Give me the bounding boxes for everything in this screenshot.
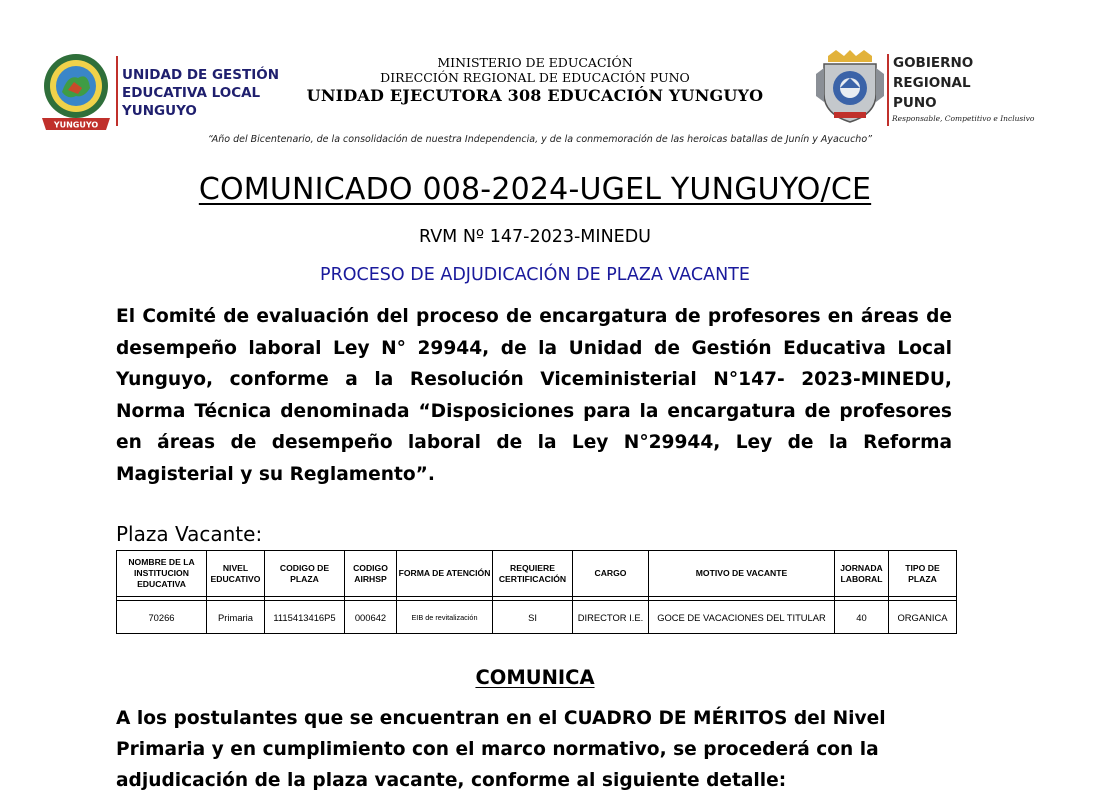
table-header-row [117, 551, 957, 597]
gobierno-regional-puno-logo [814, 48, 886, 124]
comunica-heading: COMUNICA [475, 666, 595, 689]
ugel-name [122, 66, 279, 120]
table-cell-work-hours: 40 [835, 601, 889, 634]
plaza-vacante-heading: Plaza Vacante: [116, 522, 263, 546]
table-header-cell: CARGO [573, 551, 649, 597]
ministry-line-3: UNIDAD EJECUTORA 308 EDUCACIÓN YUNGUYO [306, 86, 764, 105]
vacancy-table [116, 550, 957, 634]
ugel-name-line-1: UNIDAD DE GESTIÓN [122, 67, 280, 83]
table-header-cell: NOMBRE DE LA INSTITUCION EDUCATIVA [117, 551, 207, 597]
gobierno-regional-name [893, 53, 973, 113]
table-header-cell: MOTIVO DE VACANTE [649, 551, 835, 597]
table-header-cell: TIPO DE PLAZA [889, 551, 957, 597]
process-title: PROCESO DE ADJUDICACIÓN DE PLAZA VACANTE [320, 265, 750, 285]
table-cell-plaza-type: ORGANICA [889, 601, 957, 634]
ugel-name-line-2: EDUCATIVA LOCAL [122, 85, 261, 101]
communique-title: COMUNICADO 008-2024-UGEL YUNGUYO/CE [198, 172, 872, 207]
table-cell-attention-form: EIB de revitalización [397, 601, 493, 634]
table-header-cell: FORMA DE ATENCIÓN [397, 551, 493, 597]
ugel-name-line-3: YUNGUYO [122, 103, 197, 119]
table-cell-vacancy-reason: GOCE DE VACACIONES DEL TITULAR [649, 601, 835, 634]
intro-paragraph: El Comité de evaluación del proceso de encargatura de profesores en áreas de desempeño laboral Ley N° 29944, de la Unidad de Gestión Educativa Local Yunguyo, conforme a la Resolución Viceministerial N°147- 2023-MINEDU, Norma Técnica denominada “Disposiciones para la encargatura de profesores en áreas de desempeño laboral de la Ley N°29944, Ley de la Reforma Magisterial y su Reglamento”. [116, 306, 952, 485]
table-header-cell: CODIGO DE PLAZA [265, 551, 345, 597]
gobierno-slogan: Responsable, Competitivo e Inclusivo [892, 114, 1035, 123]
ministry-header [290, 55, 780, 107]
table-header-cell: JORNADA LABORAL [835, 551, 889, 597]
table-header-cell: REQUIERE CERTIFICACIÓN [493, 551, 573, 597]
ugel-yunguyo-logo [38, 52, 114, 132]
ministry-line-2: DIRECCIÓN REGIONAL DE EDUCACIÓN PUNO [380, 70, 690, 85]
table-cell-certification: SI [493, 601, 573, 634]
gobierno-line-3: PUNO [893, 95, 937, 111]
table-cell-plaza-code: 1115413416P5 [265, 601, 345, 634]
ugel-logo-lettering: YUNGUYO [53, 120, 99, 130]
rvm-reference: RVM Nº 147-2023-MINEDU [419, 227, 651, 247]
table-cell-position: DIRECTOR I.E. [573, 601, 649, 634]
table-cell-airhsp-code: 000642 [345, 601, 397, 634]
year-motto: “Año del Bicentenario, de la consolidación de nuestra Independencia, y de la conmemoración de las heroicas batallas de Junín y Ayacucho” [207, 134, 873, 145]
table-row [117, 601, 957, 634]
gobierno-line-1: GOBIERNO [893, 55, 974, 71]
table-cell-level: Primaria [207, 601, 265, 634]
ministry-line-1: MINISTERIO DE EDUCACIÓN [437, 55, 633, 70]
gobierno-line-2: REGIONAL [893, 75, 971, 91]
table-cell-institution: 70266 [117, 601, 207, 634]
table-header-cell: NIVEL EDUCATIVO [207, 551, 265, 597]
header-divider-right [887, 54, 889, 126]
table-header-cell: CODIGO AIRHSP [345, 551, 397, 597]
closing-paragraph: A los postulantes que se encuentran en el CUADRO DE MÉRITOS del Nivel Primaria y en cumplimiento con el marco normativo, se procederá con la adjudicación de la plaza vacante, conforme al siguiente detalle: [116, 708, 886, 791]
header-divider-left [116, 56, 118, 126]
